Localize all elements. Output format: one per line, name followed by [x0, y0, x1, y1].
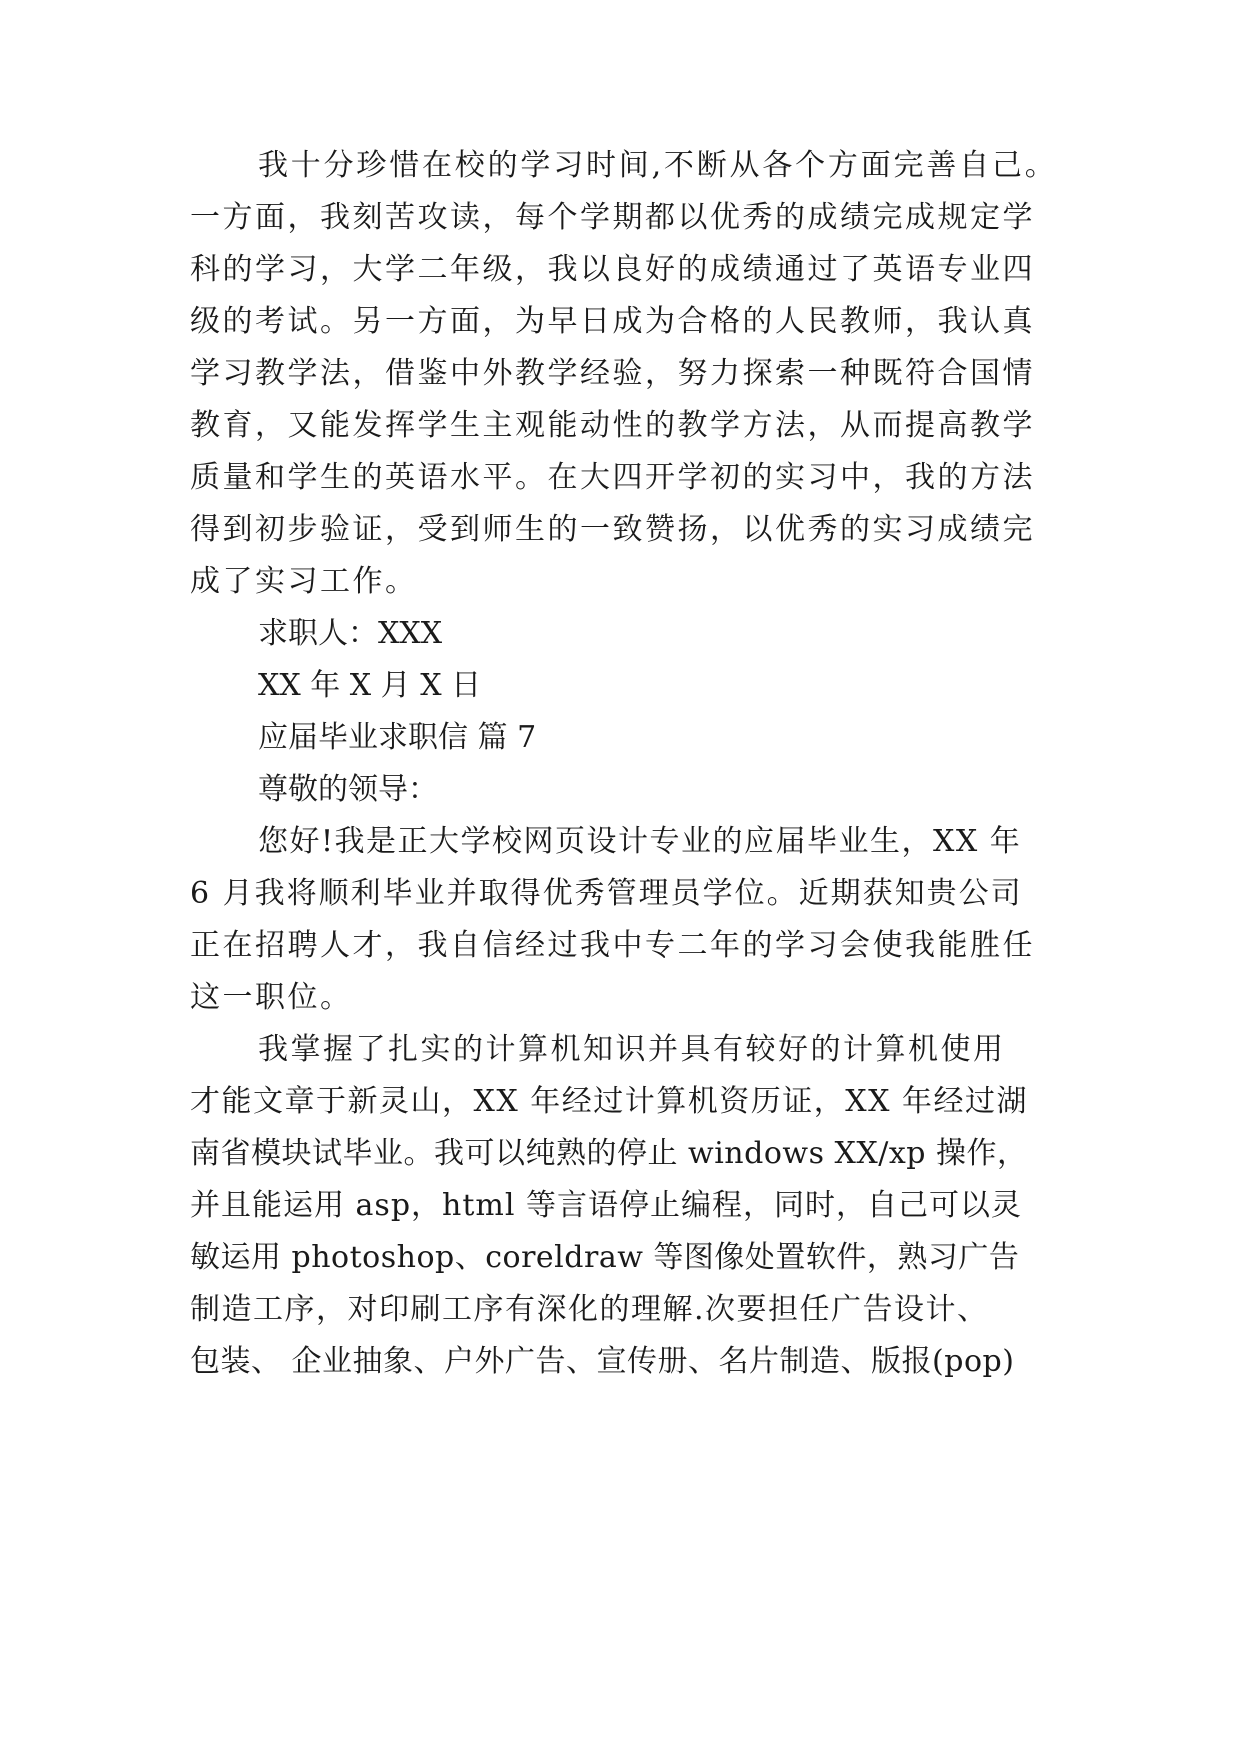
text-line: 才能文章于新灵山，XX 年经过计算机资历证，XX 年经过湖	[190, 1084, 1029, 1119]
text-line: 敏运用 photoshop、coreldraw 等图像处置软件，熟习广告	[190, 1240, 1020, 1275]
text-line: 制造工序，对印刷工序有深化的理解.次要担任广告设计、	[190, 1292, 989, 1327]
text-line: 我十分珍惜在校的学习时间,不断从各个方面完善自己。	[258, 148, 1058, 183]
text-line: 您好!我是正大学校网页设计专业的应届毕业生，XX 年	[258, 824, 1022, 859]
text-line: 正在招聘人才，我自信经过我中专二年的学习会使我能胜任	[190, 928, 1035, 963]
text-line: 成了实习工作。	[190, 564, 418, 599]
section-heading: 应届毕业求职信 篇 7	[258, 720, 537, 755]
text-line: 一方面，我刻苦攻读，每个学期都以优秀的成绩完成规定学	[190, 200, 1035, 235]
text-line: 得到初步验证，受到师生的一致赞扬，以优秀的实习成绩完	[190, 512, 1035, 547]
salutation: 尊敬的领导：	[258, 772, 438, 807]
text-line: 质量和学生的英语水平。在大四开学初的实习中，我的方法	[190, 460, 1035, 495]
text-line: 我掌握了扎实的计算机知识并具有较好的计算机使用	[258, 1032, 1006, 1067]
text-line: 包装、 企业抽象、户外广告、宣传册、名片制造、版报(pop)	[190, 1344, 1015, 1379]
text-line: 学习教学法，借鉴中外教学经验，努力探索一种既符合国情	[190, 356, 1035, 391]
signature-date: XX 年 X 月 X 日	[258, 668, 482, 703]
text-line: 级的考试。另一方面，为早日成为合格的人民教师，我认真	[190, 304, 1035, 339]
text-line: 科的学习，大学二年级，我以良好的成绩通过了英语专业四	[190, 252, 1035, 287]
text-line: 并且能运用 asp，html 等言语停止编程，同时，自己可以灵	[190, 1188, 1022, 1223]
text-line: 这一职位。	[190, 980, 353, 1015]
text-line: 6 月我将顺利毕业并取得优秀管理员学位。近期获知贵公司	[190, 876, 1023, 911]
applicant-signature: 求职人：XXX	[258, 616, 443, 651]
text-line: 教育，又能发挥学生主观能动性的教学方法，从而提高教学	[190, 408, 1035, 443]
text-line: 南省模块试毕业。我可以纯熟的停止 windows XX/xp 操作，	[190, 1136, 1028, 1171]
